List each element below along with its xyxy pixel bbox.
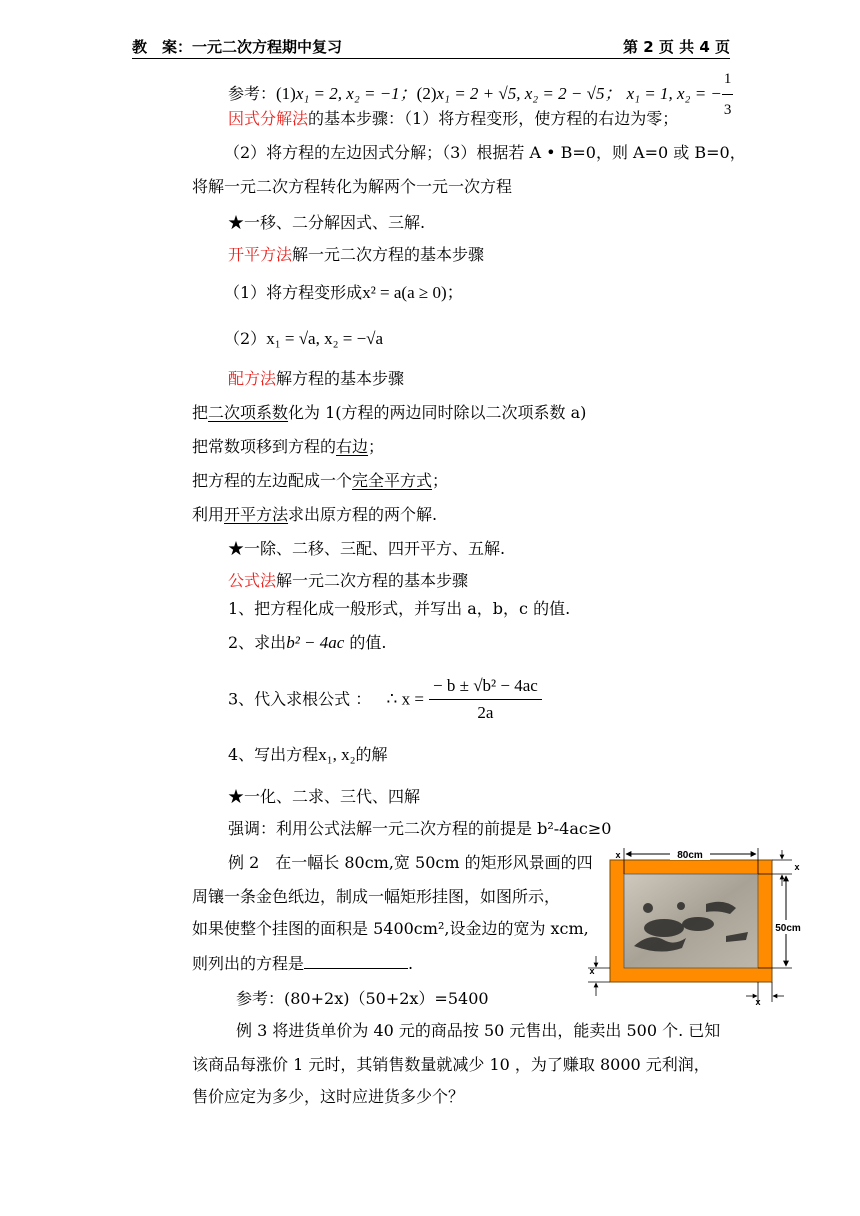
fraction-denominator: 3	[723, 102, 732, 118]
example2-line-1: 例 2 在一幅长 80cm,宽 50cm 的矩形风景画的四	[228, 853, 593, 872]
cs-s3-underlined: 完全平方式	[352, 471, 433, 490]
complete-square-step-2	[192, 436, 384, 458]
formula-title-rest: 解一元二次方程的基本步骤	[276, 571, 469, 590]
example3-line-3: 售价应定为多少，这时应进货多少个？	[192, 1087, 465, 1106]
sqrt-step-1-text: （1）将方程变形成	[224, 283, 363, 302]
fraction-numerator: 1	[722, 64, 734, 95]
x-label-right: x	[794, 862, 800, 872]
sqrt-method-name: 开平方法	[228, 245, 293, 264]
formula-title	[228, 570, 468, 592]
answer-blank	[304, 952, 408, 969]
cs-s1-underlined: 二次项系数	[208, 403, 289, 422]
discriminant-expression: b² − 4ac	[286, 633, 345, 652]
formula-lhs: ∴ x =	[386, 689, 424, 709]
part-2-label: (2)	[416, 84, 437, 103]
factor-step-line-1	[228, 108, 678, 130]
sqrt-step-2-text: （2）	[224, 329, 267, 348]
page-header	[132, 34, 730, 59]
height-label: 50cm	[775, 923, 801, 934]
formula-star-summary: ★一化、二求、三代、四解	[228, 787, 421, 806]
example3-line-1: 例 3 将进货单价为 40 元的商品按 50 元售出，能卖出 500 个. 已知	[236, 1021, 721, 1040]
part-1-label: (1)	[276, 84, 296, 103]
sqrt-method-title-rest: 解一元二次方程的基本步骤	[292, 245, 485, 264]
cs-s2-b: ；	[368, 437, 385, 456]
cs-s1-b: 化为 1(方程的两边同时除以二次项系数 a)	[288, 403, 587, 422]
sqrt-step-2-math: x₁ = √a, x₂ = −√a	[266, 329, 384, 348]
fraction-one-third	[722, 64, 734, 125]
complete-square-step-4	[192, 504, 437, 526]
answer-1: x₁ = 2, x₂ = −1；	[295, 84, 417, 103]
example2-answer: 参考：(80+2x)（50+2x）=5400	[236, 989, 489, 1008]
x-label-left: x	[589, 966, 595, 976]
complete-square-name: 配方法	[228, 369, 277, 388]
complete-square-title	[228, 368, 404, 390]
formula-step-3	[228, 676, 542, 723]
formula-numerator: − b ± √b² − 4ac	[429, 676, 542, 700]
formula-s4-b: 的解	[355, 745, 388, 764]
complete-square-step-1	[192, 402, 586, 424]
factor-text-1: 的基本步骤：（1）将方程变形，使方程的右边为零；	[308, 109, 679, 128]
formula-s2-a: 2、求出	[228, 633, 287, 652]
complete-square-title-rest: 解方程的基本步骤	[276, 369, 405, 388]
header-title: 教 案：一元二次方程期中复习	[132, 38, 343, 56]
cs-s4-underlined: 开平方法	[224, 505, 289, 524]
complete-square-step-3	[192, 470, 448, 492]
example2-l4-a: 则列出的方程是	[192, 954, 305, 973]
formula-s4-a: 4、写出方程	[228, 745, 319, 764]
cs-s1-a: 把	[192, 403, 209, 422]
formula-step-1: 1、把方程化成一般形式，并写出 a，b，c 的值.	[228, 599, 571, 618]
formula-step-2	[228, 632, 387, 654]
x-label-bottom: x	[755, 997, 761, 1006]
formula-s3-a: 3、代入求根公式 ：	[228, 689, 372, 709]
sqrt-step-1	[224, 282, 464, 304]
example2-line-2: 周镶一条金色纸边，制成一幅矩形挂图，如图所示，	[192, 887, 561, 906]
formula-s4-math: x₁, x₂	[318, 745, 356, 764]
formula-step-4	[228, 744, 388, 766]
cs-s4-a: 利用	[192, 505, 225, 524]
sqrt-method-title	[228, 244, 484, 266]
example2-line-4	[192, 952, 413, 975]
cs-s2-a: 把常数项移到方程的	[192, 437, 337, 456]
example3-line-2: 该商品每涨价 1 元时，其销售数量就减少 10 ，为了赚取 8000 元利润，	[192, 1055, 710, 1074]
formula-denominator: 2a	[477, 703, 494, 722]
formula-emphasis: 强调：利用公式法解一元二次方程的前提是 b²-4ac≥0	[228, 819, 612, 838]
x-label-top-left: x	[615, 850, 621, 860]
factor-method-name: 因式分解法	[228, 109, 309, 128]
width-label: 80cm	[677, 850, 703, 861]
example2-line-3: 如果使整个挂图的面积是 5400cm²,设金边的宽为 xcm,	[192, 919, 589, 938]
sqrt-step-1-math: x² = a(a ≥ 0)；	[362, 283, 464, 302]
factor-step-line-3: 将解一元二次方程转化为解两个一元一次方程	[192, 177, 513, 196]
answer-3: x₁ = 1, x₂ = −	[626, 84, 722, 103]
cs-s2-underlined: 右边	[336, 437, 369, 456]
cs-s3-a: 把方程的左边配成一个	[192, 471, 353, 490]
quadratic-formula-fraction	[429, 676, 542, 723]
answer-2: x₁ = 2 + √5, x₂ = 2 − √5；	[436, 84, 622, 103]
example2-l4-b: .	[408, 954, 414, 973]
framed-painting-figure	[586, 846, 806, 1006]
complete-square-star-summary: ★一除、二移、三配、四开平方、五解.	[228, 539, 506, 558]
sqrt-step-2	[224, 328, 383, 350]
factor-star-summary: ★一移、二分解因式、三解.	[228, 213, 426, 232]
factor-step-line-2: （2）将方程的左边因式分解；（3）根据若 A • B=0，则 A=0 或 B=0，	[224, 143, 746, 162]
reference-label: 参考：	[228, 84, 277, 103]
cs-s3-b: ；	[432, 471, 449, 490]
header-page-number: 第 2 页 共 4 页	[623, 38, 730, 56]
cs-s4-b: 求出原方程的两个解.	[288, 505, 438, 524]
formula-method-name: 公式法	[228, 571, 277, 590]
formula-s2-b: 的值.	[349, 633, 387, 652]
